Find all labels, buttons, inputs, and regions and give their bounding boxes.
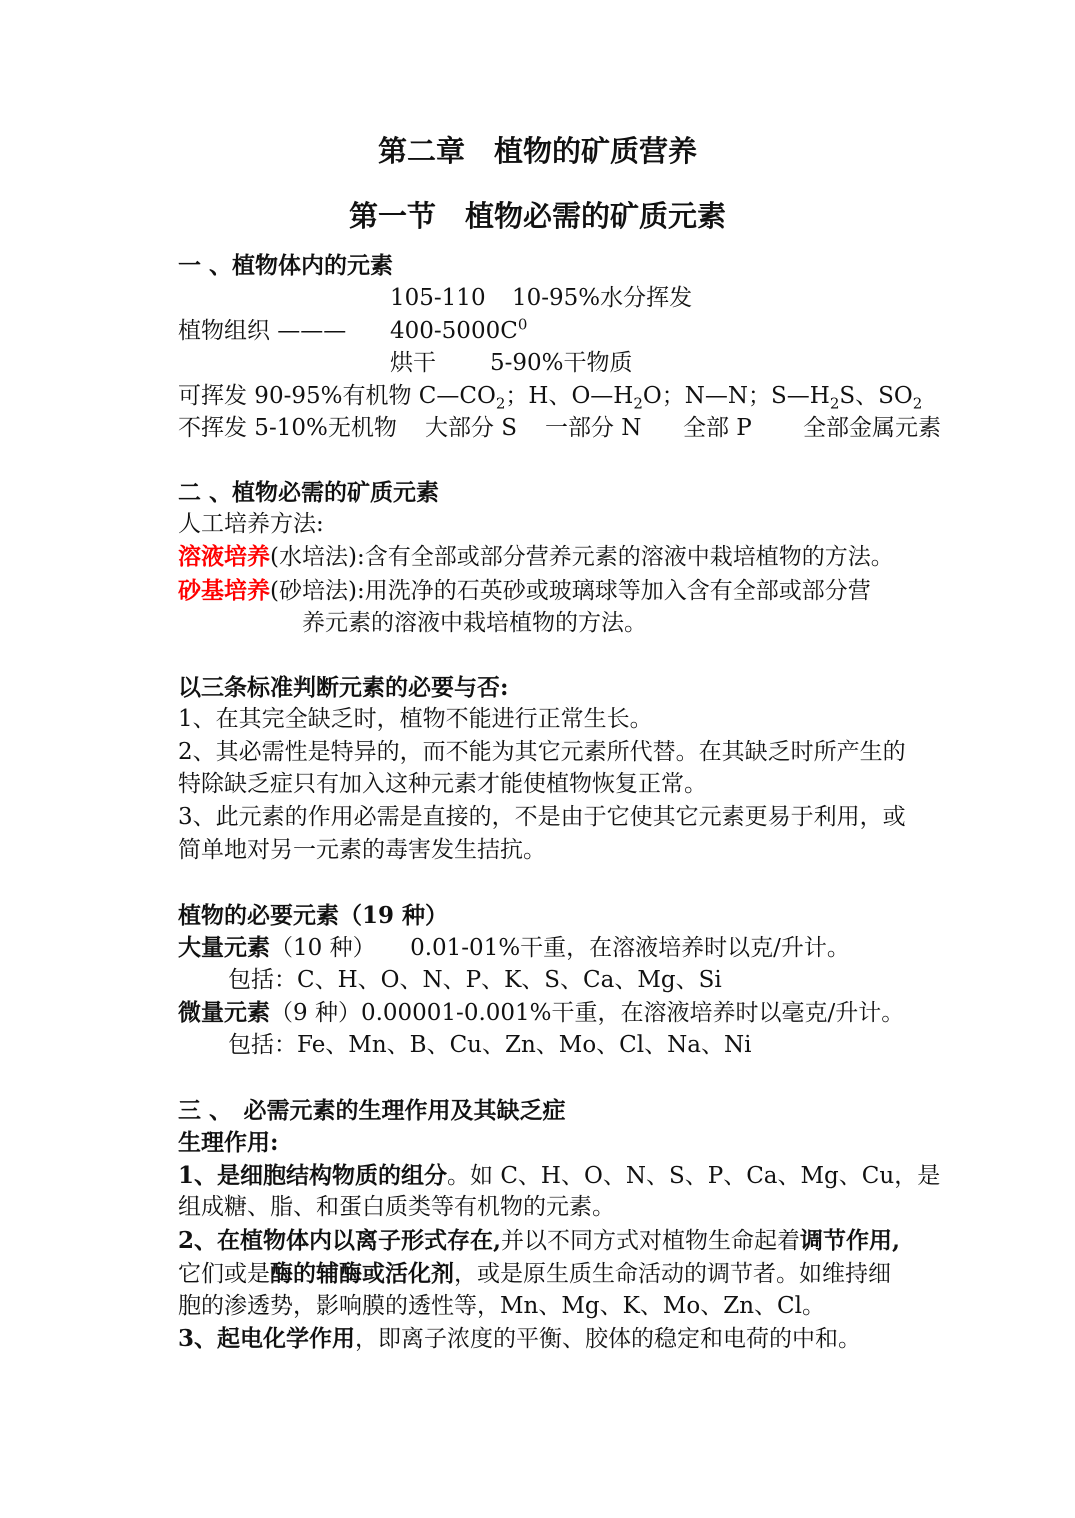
subscript: 2 [495, 394, 506, 413]
micro-list: 包括：Fe、Mn、B、Cu、Zn、Mo、Cl、Na、Ni [228, 1032, 752, 1058]
drying-temp-2 [390, 315, 527, 348]
role-2-text-3: ，或是原生质生命活动的调节者。如维持细 [454, 1261, 891, 1287]
role-1-text: 。如 C、H、O、N、S、P、Ca、Mg、Cu，是 [447, 1163, 941, 1189]
plant-tissue-label: 植物组织 ——— [178, 318, 347, 344]
volatile-text: S、SO [839, 383, 913, 409]
macro-list: 包括：C、H、O、N、P、K、S、Ca、Mg、Si [228, 967, 722, 993]
sand-culture-desc: (砂培法):用洗净的石英砂或玻璃球等加入含有全部或部分营 [270, 578, 871, 604]
role-2 [178, 1224, 965, 1257]
chapter-title: 第二章 植物的矿质营养 [377, 134, 697, 168]
sand-culture-term: 砂基培养 [178, 577, 270, 604]
macro-term: 大量元素 [178, 934, 270, 961]
temp-superscript: 0 [517, 315, 528, 334]
essential-elements-heading: 植物的必要元素（19 种） [178, 902, 449, 929]
volatile-line [178, 380, 965, 413]
volatile-text: ；H、O—H [505, 383, 634, 409]
role-2-emphasis: 调节作用, [800, 1227, 901, 1254]
volatile-text: O；N—N；S—H [642, 383, 830, 409]
solution-culture-line [178, 540, 965, 573]
role-2-cont-2: 胞的渗透势，影响膜的透性等，Mn、Mg、K、Mo、Zn、Cl。 [178, 1293, 825, 1319]
criteria-2-cont: 特除缺乏症只有加入这种元素才能使植物恢复正常。 [178, 771, 707, 797]
role-3 [178, 1322, 965, 1355]
roles-label: 生理作用: [178, 1129, 279, 1156]
micro-elements-line [178, 996, 965, 1029]
role-1-cont: 组成糖、脂、和蛋白质类等有机物的元素。 [178, 1194, 615, 1220]
drying-desc-3: 5-90%干物质 [490, 350, 633, 376]
sand-culture-line [178, 574, 965, 607]
temp-range: 400-5000C [390, 318, 518, 344]
subscript: 2 [912, 394, 923, 413]
role-2-cont [178, 1257, 965, 1290]
nonvolatile-lead: 不挥发 5-10%无机物 [178, 415, 397, 441]
nonvolatile-line [178, 412, 965, 445]
sand-culture-line-2: 养元素的溶液中栽培植物的方法。 [302, 610, 647, 636]
section-title: 第一节 植物必需的矿质元素 [348, 199, 726, 233]
volatile-text: 可挥发 90-95%有机物 C—CO [178, 383, 496, 409]
solution-culture-desc: (水培法):含有全部或部分营养元素的溶液中栽培植物的方法。 [270, 544, 894, 570]
role-3-title: 3、起电化学作用 [178, 1325, 356, 1352]
part1-heading: 一 、植物体内的元素 [178, 252, 394, 279]
macro-desc: （10 种） 0.01-01%干重，在溶液培养时以克/升计。 [270, 935, 850, 961]
nonvolatile-n: 一部分 N [545, 415, 642, 441]
criteria-3: 3、此元素的作用必需是直接的，不是由于它使其它元素更易于利用，或 [178, 804, 906, 830]
drying-label: 烘干 [390, 350, 436, 376]
criteria-2: 2、其必需性是特异的，而不能为其它元素所代替。在其缺乏时所产生的 [178, 739, 906, 765]
solution-culture-term: 溶液培养 [178, 543, 270, 570]
part2-heading: 二 、植物必需的矿质元素 [178, 479, 440, 506]
criteria-heading: 以三条标准判断元素的必要与否: [178, 674, 509, 701]
drying-row-1 [178, 282, 965, 315]
drying-desc-1: 10-95%水分挥发 [512, 285, 693, 311]
role-3-text: ，即离子浓度的平衡、胶体的稳定和电荷的中和。 [355, 1326, 862, 1352]
role-2-title: 2、在植物体内以离子形式存在, [178, 1227, 502, 1254]
micro-term: 微量元素 [178, 999, 270, 1026]
methods-label: 人工培养方法: [178, 511, 324, 537]
criteria-1: 1、在其完全缺乏时，植物不能进行正常生长。 [178, 706, 653, 732]
nonvolatile-s: 大部分 S [425, 415, 518, 441]
criteria-3-cont: 简单地对另一元素的毒害发生拮抗。 [178, 837, 546, 863]
nonvolatile-p: 全部 P [683, 415, 752, 441]
drying-row-2 [178, 315, 965, 348]
role-2-text: 并以不同方式对植物生命起着 [501, 1228, 801, 1254]
role-1-title: 1、是细胞结构物质的组分 [178, 1162, 448, 1189]
subscript: 2 [633, 394, 643, 413]
part3-heading: 三 、 必需元素的生理作用及其缺乏症 [178, 1097, 566, 1124]
role-2-enzyme: 酶的辅酶或活化剂 [270, 1260, 454, 1287]
macro-elements-line [178, 931, 965, 964]
drying-temp-1: 105-110 [390, 285, 486, 311]
micro-desc: （9 种）0.00001-0.001%干重，在溶液培养时以毫克/升计。 [270, 1000, 905, 1026]
drying-row-3 [178, 347, 965, 380]
role-1 [178, 1159, 965, 1192]
nonvolatile-metals: 全部金属元素 [803, 415, 941, 441]
subscript: 2 [829, 394, 840, 413]
role-2-text-2: 它们或是 [178, 1261, 270, 1287]
